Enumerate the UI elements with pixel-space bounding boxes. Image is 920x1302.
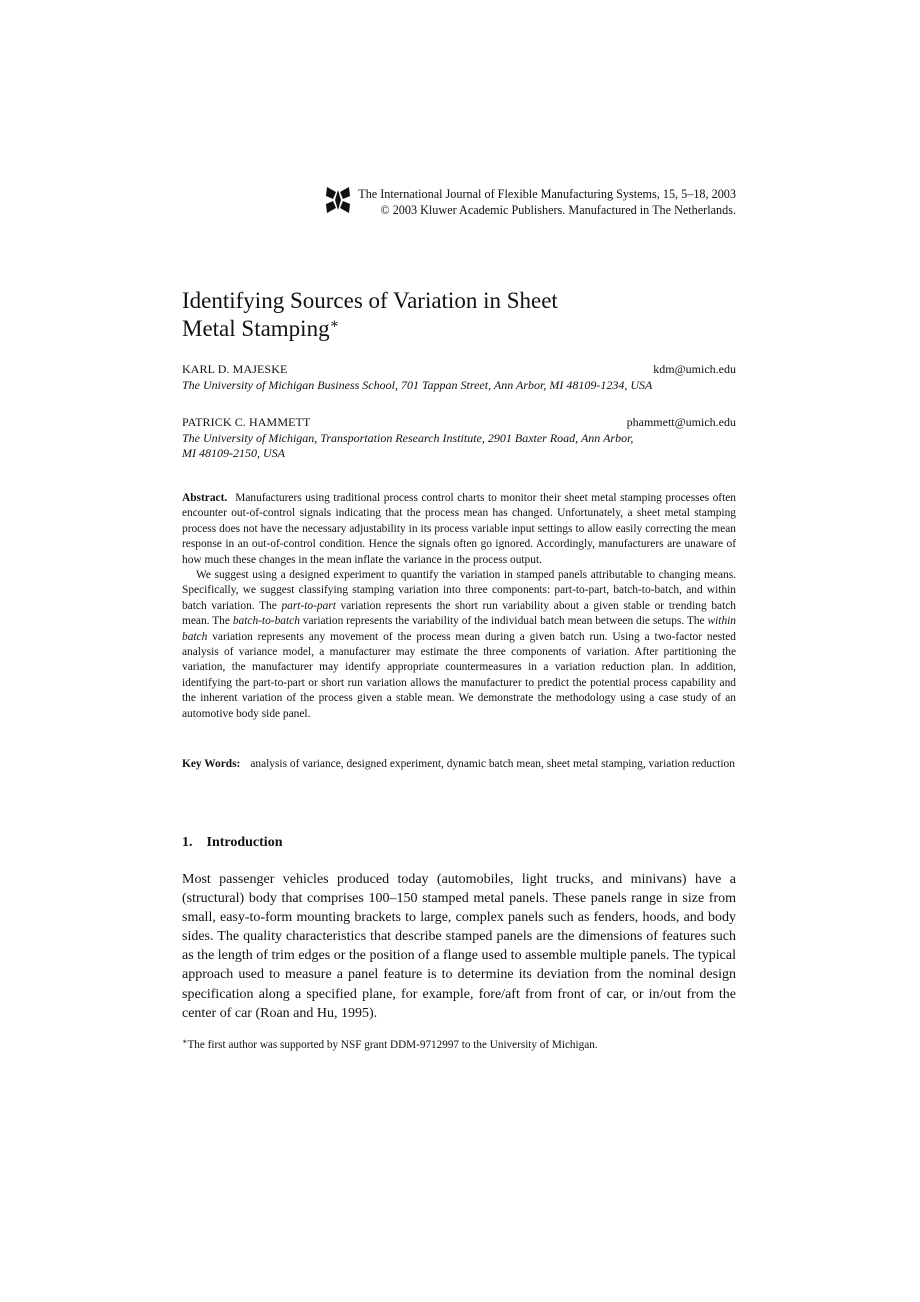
footnote <box>182 1038 736 1052</box>
abstract-text: We suggest using a designed experiment to quantify the variation in stamped panels attributable to changing means. Specifically, we suggest classifying stamping variation into three components: part-to-part, batch-to-batch, and within batch variation. The <box>182 569 736 612</box>
journal-header <box>320 186 736 220</box>
abstract-term: batch-to-batch <box>232 615 300 628</box>
author-affiliation: The University of Michigan, Transportation Research Institute, 2901 Baxter Road, Ann Arbor, <box>182 430 634 445</box>
abstract-paragraph <box>182 491 736 568</box>
author-block <box>182 362 736 393</box>
abstract-term: part-to-part <box>281 599 336 612</box>
author-affiliation: The University of Michigan Business School, 701 Tappan Street, Ann Arbor, MI 48109-1234, USA <box>182 377 653 392</box>
abstract-text: variation represents any movement of the process mean during a given batch run. Using a two-factor nested analysis of variance model, a manufacturer may estimate the three components of variation. After partitioning the variation, the manufacturer may identify appropriate countermeasures in a variation reduction plan. In addition, identifying the part-to-part or short run variation allows the manufacturer to predict the potential process capability and the inherent variation of the process given a stable mean. We demonstrate the methodology using a case study of an automotive body side panel. <box>182 630 736 720</box>
abstract-paragraph <box>182 568 736 722</box>
section-title: Introduction <box>206 835 283 850</box>
author-affiliation: MI 48109-2150, USA <box>182 446 285 460</box>
publisher-logo-icon <box>324 186 352 214</box>
author-email: phammett@umich.edu <box>626 415 736 429</box>
author-name: PATRICK C. HAMMETT <box>182 415 311 429</box>
journal-copyright-line: © 2003 Kluwer Academic Publishers. Manufactured in The Netherlands. <box>380 203 736 217</box>
paper-title <box>182 287 736 343</box>
abstract-text: variation represents the short run variability about a given stable or trending batch mean. The <box>182 599 737 628</box>
author-email: kdm@umich.edu <box>653 362 736 376</box>
author-name: KARL D. MAJESKE <box>182 362 288 376</box>
abstract-text: variation represents the variability of the individual batch mean between die setups. The <box>299 615 708 628</box>
body-paragraph: Most passenger vehicles produced today (automobiles, light trucks, and minivans) have a (structural) body that comprises 100–150 stamped metal panels. These panels range in size from small, easy-to-form mounting brackets to large, complex panels such as fenders, hoods, and body sides. The quality characteristics that describe stamped panels are the dimensions of features such as the length of trim edges or the position of a flange used to assemble multiple panels. The typical approach used to measure a panel feature is to determine its deviation from the nominal design specification along a specified plane, for example, fore/aft from front of car, or in/out from the center of car (Roan and Hu, 1995). <box>182 872 736 1021</box>
paper-title-line: Metal Stamping <box>182 316 330 341</box>
keywords-label: Key Words: <box>182 758 241 770</box>
abstract-label: Abstract. <box>182 492 228 504</box>
keywords <box>182 757 736 772</box>
journal-citation <box>358 186 736 218</box>
title-footnote-marker: ∗ <box>329 317 340 332</box>
author-block <box>182 415 736 462</box>
section-heading <box>182 834 282 852</box>
paper-title-line: Identifying Sources of Variation in Sheet <box>182 288 558 313</box>
abstract-text: Manufacturers using traditional process control charts to monitor their sheet metal stamping processes often encounter out-of-control signals indicating that the process mean has changed. Unfortunately, a sheet metal stamping process does not have the necessary adjustability in its process variable input settings to allow easily correcting the mean response in an out-of-control condition. Hence the signals often go ignored. Accordingly, manufacturers are unaware of how much these changes in the mean inflate the variance in the process output. <box>182 492 736 566</box>
abstract <box>182 491 736 722</box>
keywords-text: analysis of variance, designed experiment, dynamic batch mean, sheet metal stamping, variation reduction <box>250 758 735 770</box>
footnote-marker: ∗ <box>182 1037 188 1046</box>
journal-citation-line: The International Journal of Flexible Manufacturing Systems, 15, 5–18, 2003 <box>358 187 736 201</box>
section-number: 1. <box>182 835 193 850</box>
footnote-text: The first author was supported by NSF grant DDM-9712997 to the University of Michigan. <box>187 1039 598 1051</box>
abstract-term: within batch <box>182 615 736 643</box>
